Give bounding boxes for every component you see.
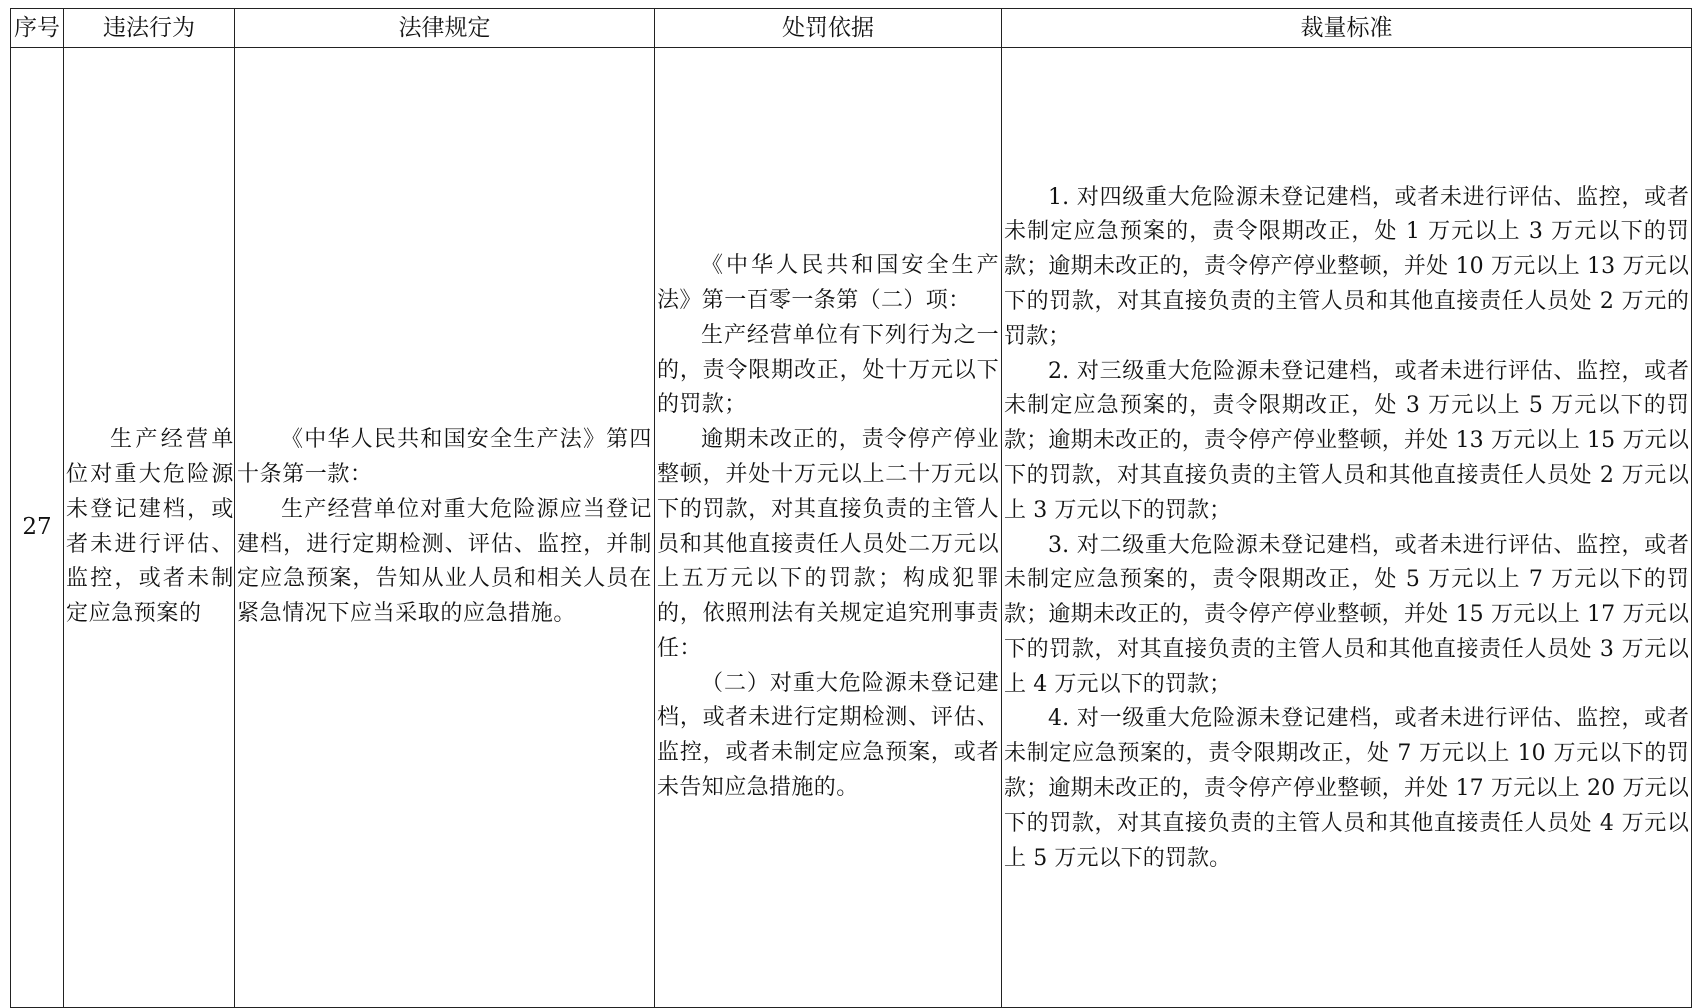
header-law: 法律规定 <box>235 9 655 48</box>
standard-paragraph: 1. 对四级重大危险源未登记建档，或者未进行评估、监控，或者未制定应急预案的，责令限期改正，处 1 万元以上 3 万元以下的罚款；逾期未改正的，责令停产停业整顿，并处 10 万元以上 13 万元以下的罚款，对其直接负责的主管人员和其他直接责任人员处 2 万元的罚款； <box>1004 184 1689 349</box>
basis-paragraph: 《中华人民共和国安全生产法》第一百零一条第（二）项： <box>657 253 999 313</box>
penalty-standard-table <box>10 8 1692 1008</box>
header-seq: 序号 <box>11 9 64 48</box>
standard-paragraph: 4. 对一级重大危险源未登记建档，或者未进行评估、监控，或者未制定应急预案的，责令限期改正，处 7 万元以上 10 万元以下的罚款；逾期未改正的，责令停产停业整顿，并处 17 万元以上 20 万元以下的罚款，对其直接负责的主管人员和其他直接责任人员处 4 万元以上 5 万元以下的罚款。 <box>1004 706 1689 871</box>
header-violation: 违法行为 <box>64 9 235 48</box>
header-basis: 处罚依据 <box>655 9 1002 48</box>
law-paragraph: 生产经营单位对重大危险源应当登记建档，进行定期检测、评估、监控，并制定应急预案，告知从业人员和相关人员在紧急情况下应当采取的应急措施。 <box>237 496 652 627</box>
violation-paragraph: 生产经营单位对重大危险源未登记建档，或者未进行评估、监控，或者未制定应急预案的 <box>66 427 234 627</box>
cell-seq: 27 <box>11 48 64 1008</box>
basis-paragraph: 逾期未改正的，责令停产停业整顿，并处十万元以上二十万元以下的罚款，对其直接负责的主管人员和其他直接责任人员处二万元以上五万元以下的罚款；构成犯罪的，依照刑法有关规定追究刑事责任： <box>657 427 999 661</box>
standard-paragraph: 3. 对二级重大危险源未登记建档，或者未进行评估、监控，或者未制定应急预案的，责令限期改正，处 5 万元以上 7 万元以下的罚款；逾期未改正的，责令停产停业整顿，并处 15 万元以上 17 万元以下的罚款，对其直接负责的主管人员和其他直接责任人员处 3 万元以上 4 万元以下的罚款； <box>1004 532 1689 697</box>
cell-law <box>235 48 655 1008</box>
standard-paragraph: 2. 对三级重大危险源未登记建档，或者未进行评估、监控，或者未制定应急预案的，责令限期改正，处 3 万元以上 5 万元以下的罚款；逾期未改正的，责令停产停业整顿，并处 13 万元以上 15 万元以下的罚款，对其直接负责的主管人员和其他直接责任人员处 2 万元以上 3 万元以下的罚款； <box>1004 358 1689 523</box>
table-header-row <box>11 9 1692 48</box>
cell-basis <box>655 48 1002 1008</box>
basis-paragraph: 生产经营单位有下列行为之一的，责令限期改正，处十万元以下的罚款； <box>657 322 999 418</box>
basis-paragraph: （二）对重大危险源未登记建档，或者未进行定期检测、评估、监控，或者未制定应急预案，或者未告知应急措施的。 <box>657 670 999 801</box>
header-standard: 裁量标准 <box>1002 9 1692 48</box>
table-row <box>11 48 1692 1008</box>
cell-standard <box>1002 48 1692 1008</box>
cell-violation <box>64 48 235 1008</box>
law-paragraph: 《中华人民共和国安全生产法》第四十条第一款： <box>237 427 652 487</box>
